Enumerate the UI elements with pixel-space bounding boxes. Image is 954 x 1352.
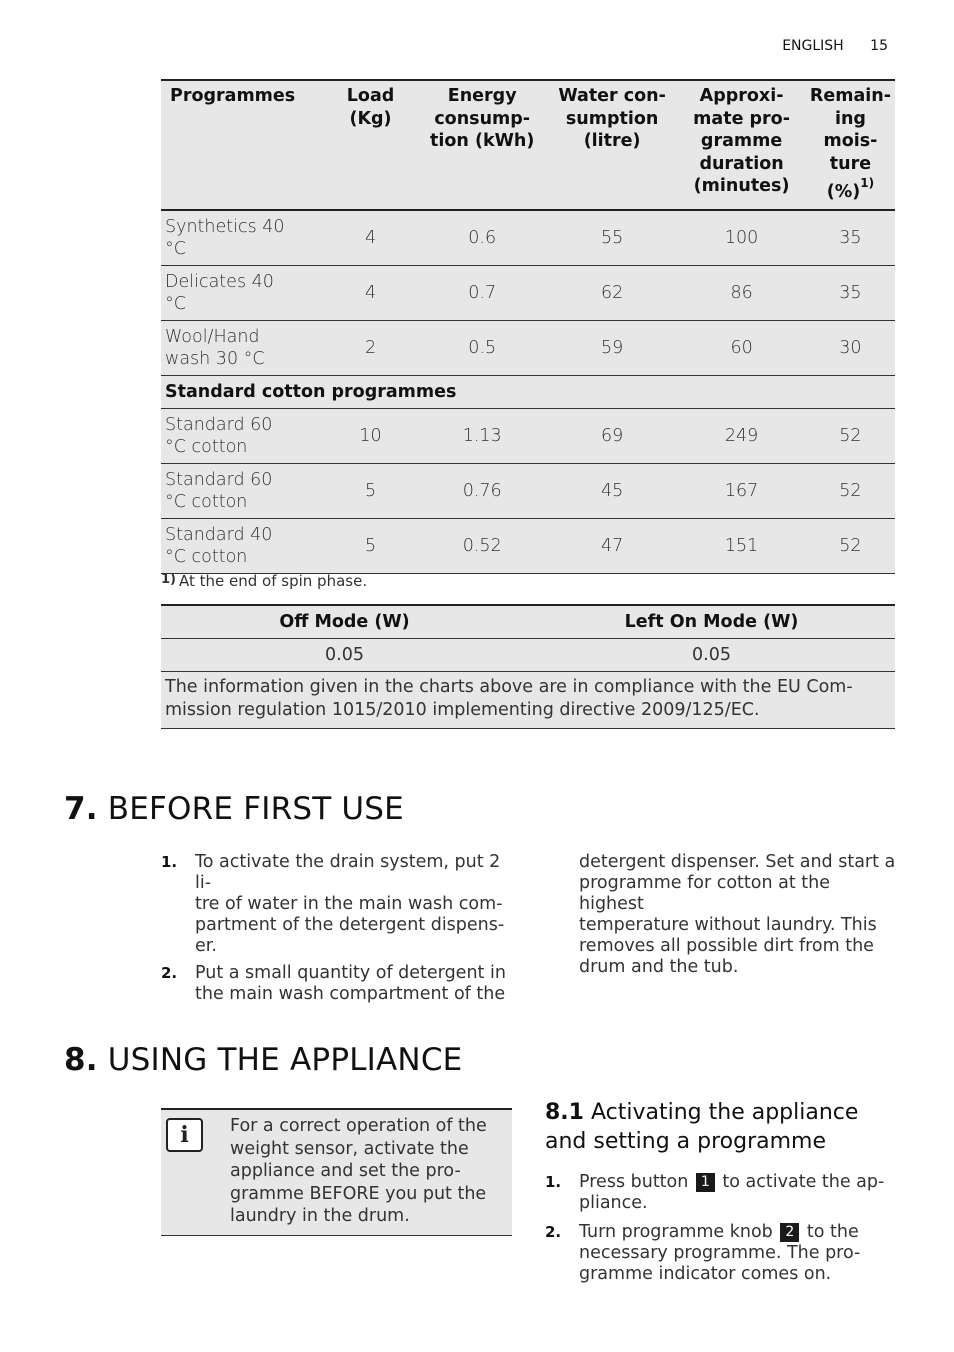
subsection-number: 8.1 — [545, 1100, 584, 1125]
duration-cell: 60 — [677, 321, 806, 376]
list-item: 1. To activate the drain system, put 2 li- tre of water in the main wash com- partment of the detergent dispens- er. — [161, 852, 505, 956]
programme-consumption-table — [161, 79, 895, 574]
info-note-text: For a correct operation of the weight sensor, activate the appliance and set the pro- gramme BEFORE you put the laundry in the drum. — [230, 1116, 487, 1226]
cotton-programmes-subheader: Standard cotton programmes — [161, 376, 895, 409]
moisture-cell: 30 — [806, 321, 895, 376]
section-number: 8. — [64, 1042, 98, 1078]
step-2-continuation: detergent dispenser. Set and start a programme for cotton at the highest temperature without laundry. This removes all possible dirt from the drum and the tub. — [579, 852, 896, 977]
section-title: USING THE APPLIANCE — [107, 1042, 463, 1078]
moisture-cell: 52 — [806, 409, 895, 464]
energy-cell: 1.13 — [417, 409, 547, 464]
load-cell: 5 — [324, 519, 418, 574]
step-number: 1. — [161, 853, 178, 871]
knob-2-key: 2 — [780, 1223, 799, 1242]
duration-cell: 151 — [677, 519, 806, 574]
moisture-cell: 35 — [806, 266, 895, 321]
programme-name: Synthetics 40 °C — [161, 210, 324, 266]
moisture-cell: 52 — [806, 464, 895, 519]
section-title: BEFORE FIRST USE — [107, 791, 404, 827]
duration-cell: 100 — [677, 210, 806, 266]
table-row — [161, 519, 895, 574]
table-header-row — [161, 80, 895, 210]
list-item: 1. Press button 1 to activate the ap- pliance. — [545, 1172, 885, 1213]
load-cell: 10 — [324, 409, 418, 464]
step-number: 2. — [545, 1223, 562, 1241]
table-row — [161, 464, 895, 519]
table-footnote — [161, 572, 367, 590]
info-note-box — [161, 1108, 512, 1236]
table-subheader-row — [161, 376, 895, 409]
load-cell: 5 — [324, 464, 418, 519]
column-header-water: Water con- sumption (litre) — [547, 80, 677, 210]
footnote-text: At the end of spin phase. — [179, 572, 368, 590]
column-header-programmes: Programmes — [161, 80, 324, 210]
programme-name: Standard 60 °C cotton — [161, 409, 324, 464]
compliance-note: The information given in the charts above are in compliance with the EU Com- mission regulation 1015/2010 implementing directive 2009/125/EC. — [161, 672, 895, 729]
section-number: 7. — [64, 791, 98, 827]
duration-cell: 167 — [677, 464, 806, 519]
list-item: 2. Turn programme knob 2 to the necessary programme. The pro- gramme indicator comes on. — [545, 1222, 861, 1284]
energy-cell: 0.5 — [417, 321, 547, 376]
energy-cell: 0.52 — [417, 519, 547, 574]
load-cell: 2 — [324, 321, 418, 376]
table-row — [161, 321, 895, 376]
activation-steps — [545, 1172, 895, 1291]
section-8-heading — [64, 1042, 462, 1078]
duration-cell: 249 — [677, 409, 806, 464]
page-header — [782, 38, 888, 54]
footnote-ref: 1) — [860, 176, 875, 190]
column-header-moisture: Remain- ing mois- ture (%)$^{1)}$ — [806, 80, 895, 210]
column-header-duration: Approxi- mate pro- gramme duration (minutes) — [677, 80, 806, 210]
footnote-mark: 1) — [161, 572, 176, 587]
language-label: ENGLISH — [782, 38, 844, 54]
energy-cell: 0.6 — [417, 210, 547, 266]
info-icon: i — [166, 1118, 203, 1152]
load-cell: 4 — [324, 210, 418, 266]
programme-name: Standard 40 °C cotton — [161, 519, 324, 574]
water-cell: 69 — [547, 409, 677, 464]
power-value-row — [161, 639, 895, 672]
programme-name: Delicates 40 °C — [161, 266, 324, 321]
water-cell: 45 — [547, 464, 677, 519]
column-header-load: Load (Kg) — [324, 80, 418, 210]
power-header-row — [161, 605, 895, 639]
before-first-use-steps — [161, 852, 521, 1011]
button-1-key: 1 — [696, 1173, 715, 1192]
step-number: 2. — [161, 964, 178, 982]
water-cell: 55 — [547, 210, 677, 266]
duration-cell: 86 — [677, 266, 806, 321]
step-number: 1. — [545, 1173, 562, 1191]
moisture-cell: 35 — [806, 210, 895, 266]
left-on-mode-header: Left On Mode (W) — [528, 605, 895, 639]
table-row — [161, 210, 895, 266]
table-row — [161, 266, 895, 321]
energy-cell: 0.7 — [417, 266, 547, 321]
subsection-8-1-heading: 8.1 Activating the appliance and setting a programme — [545, 1100, 859, 1154]
water-cell: 59 — [547, 321, 677, 376]
section-7-heading — [64, 791, 404, 827]
table-row — [161, 409, 895, 464]
column-header-energy: Energy consump- tion (kWh) — [417, 80, 547, 210]
energy-cell: 0.76 — [417, 464, 547, 519]
left-on-mode-value: 0.05 — [528, 639, 895, 672]
off-mode-header: Off Mode (W) — [161, 605, 528, 639]
page-number: 15 — [870, 38, 888, 54]
load-cell: 4 — [324, 266, 418, 321]
power-consumption-table — [161, 604, 895, 729]
water-cell: 62 — [547, 266, 677, 321]
programme-name: Wool/Hand wash 30 °C — [161, 321, 324, 376]
water-cell: 47 — [547, 519, 677, 574]
moisture-cell: 52 — [806, 519, 895, 574]
compliance-note-row — [161, 672, 895, 729]
list-item: 2. Put a small quantity of detergent in the main wash compartment of the — [161, 963, 506, 1004]
off-mode-value: 0.05 — [161, 639, 528, 672]
programme-name: Standard 60 °C cotton — [161, 464, 324, 519]
